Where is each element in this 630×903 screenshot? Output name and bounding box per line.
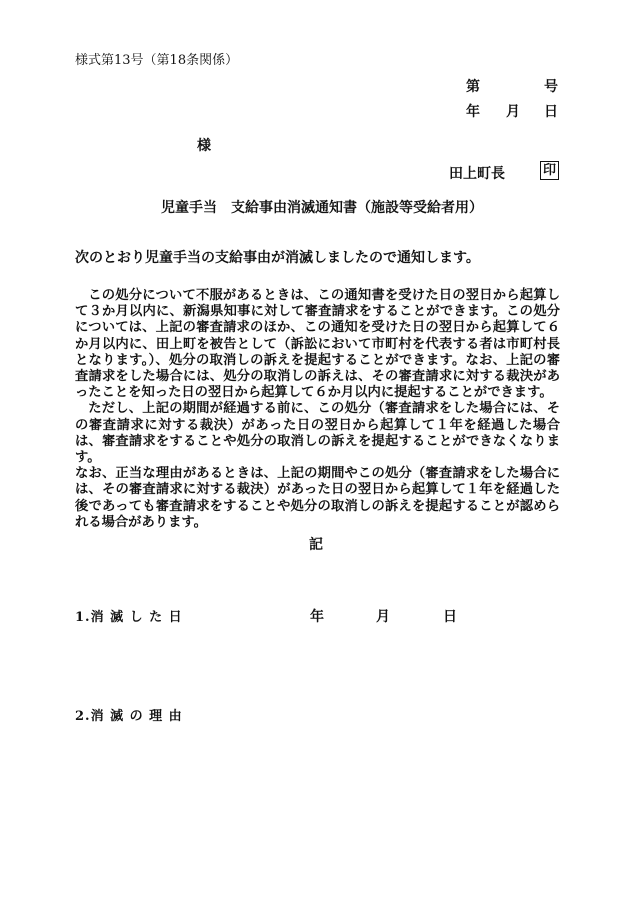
appeal-paragraph: この処分について不服があるときは、この通知書を受けた日の翌日から起算して３か月以内に、新潟県知事に対して審査請求をすることができます。この処分については、上記の審査請求のほか、この通知を受けた日の翌日から起算して６か月以内に、田上町を被告として（訴訟において市町村を代表する者は市町村長となります。）、処分の取消しの訴えを提起することができます。なお、上記の審査請求をした場合には、処分の取消しの訴えは、その審査請求に対する裁決があったことを知った日の翌日から起算して６か月以内に提起することができます。 <box>75 288 560 401</box>
document-number-suffix: 号 <box>544 79 558 95</box>
sender-name: 田上町長 <box>449 166 505 182</box>
extinction-reason-label: 2.消 滅 の 理 由 <box>75 709 183 724</box>
seal-mark: 印 <box>540 161 559 180</box>
extinction-date-year: 年 <box>310 609 324 625</box>
appeal-paragraph: ただし、上記の期間が経過する前に、この処分（審査請求をした場合には、その審査請求に対する裁決）があった日の翌日から起算して１年を経過した場合は、審査請求をすることや処分の取消しの訴えを提起することができなくなります。 <box>75 401 560 466</box>
extinction-date-label: 1.消 滅 し た 日 <box>75 610 183 625</box>
issue-date-day: 日 <box>544 104 558 120</box>
document-title: 児童手当 支給事由消滅通知書（施設等受給者用） <box>161 200 483 216</box>
document-number-prefix: 第 <box>466 79 480 95</box>
extinction-date-month: 月 <box>376 609 390 625</box>
ki-heading: 記 <box>309 537 323 553</box>
form-number: 様式第13号（第18条関係） <box>75 53 239 68</box>
addressee-honorific: 様 <box>197 138 211 154</box>
issue-date-year: 年 <box>466 104 480 120</box>
appeal-paragraph: なお、正当な理由があるときは、上記の期間やこの処分（審査請求をした場合には、その審査請求に対する裁決）があった日の翌日から起算して１年を経過した後であっても審査請求をすることや処分の取消しの訴えを提起することが認められる場合があります。 <box>75 466 560 530</box>
issue-date-month: 月 <box>506 104 520 120</box>
extinction-date-day: 日 <box>443 609 457 625</box>
appeal-notice <box>75 288 560 531</box>
intro-text: 次のとおり児童手当の支給事由が消滅しましたので通知します。 <box>75 250 480 266</box>
